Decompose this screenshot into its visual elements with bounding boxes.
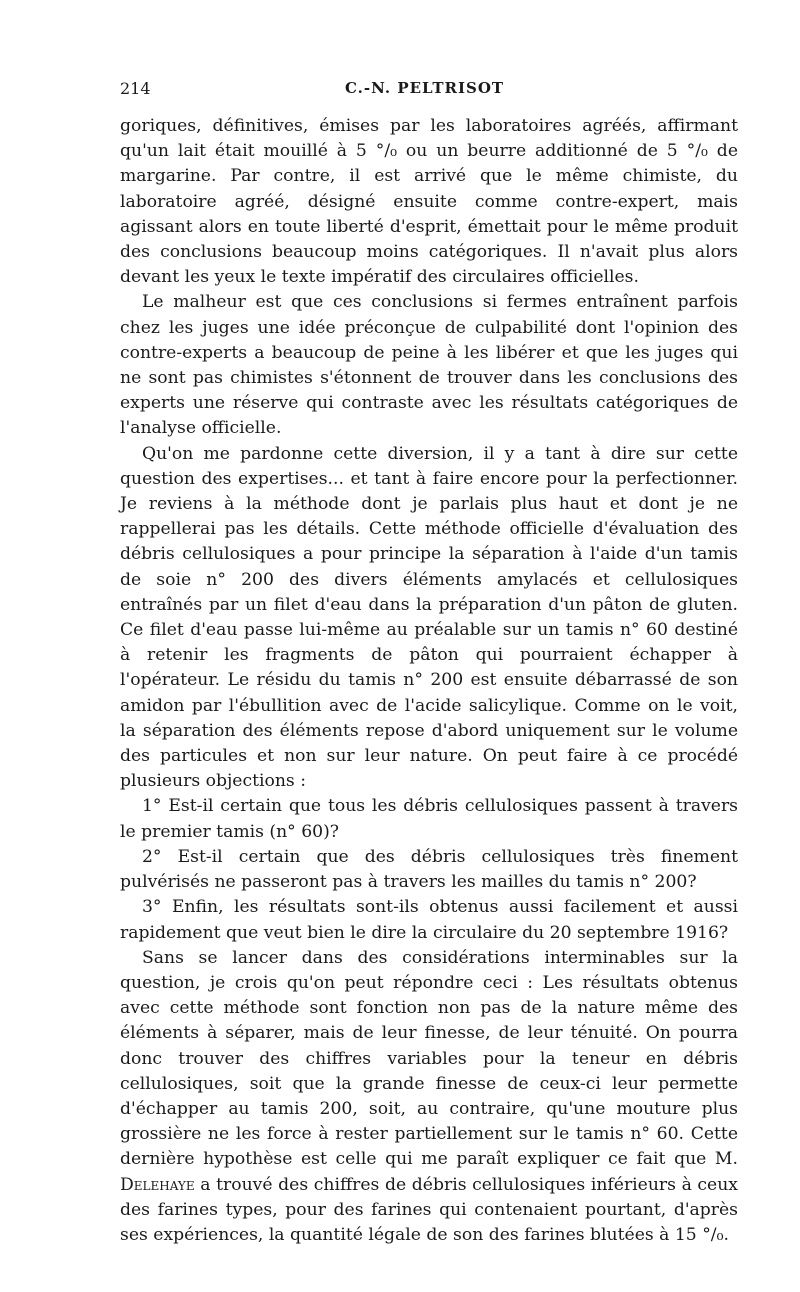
paragraph-1: goriques, définitives, émises par les laboratoires agréés, affirmant qu'un lait était mouillé à 5 °/₀ ou un beurre additionné de 5 °/₀ de margarine. Par contre, il est arrivé que le même chimiste, du laboratoire agréé, désigné ensuite comme contre-expert, mais agissant alors en toute liberté d'esprit, émettait pour le même produit des conclusions beaucoup moins catégoriques. Il n'avait plus alors devant les yeux le texte impératif des circulaires officielles. — [120, 116, 738, 288]
objection-3: 3° Enfin, les résultats sont-ils obtenus aussi facilement et aussi rapidement que veut bien le dire la circulaire du 20 septembre 1916? — [120, 897, 738, 943]
conclusion-text-start: Sans se lancer dans des considérations interminables sur la question, je crois qu'on peut répondre ceci : Les résultats obtenus avec cette méthode sont fonction non pas de la nature même des éléments à séparer, mais de leur finesse, de leur ténuité. On pourra donc trouver des chiffres variables pour la teneur en débris cellulosiques, soit que la grande finesse de ceux-ci leur permette d'échapper au tamis 200, soit, au contraire, qu'une mouture plus grossière ne les force à rester partiellement sur le tamis n° 60. Cette dernière hypothèse est celle qui me paraît expliquer ce fait que M. — [120, 947, 738, 1170]
page-number: 214 — [120, 79, 151, 98]
objection-1: 1° Est-il certain que tous les débris cellulosiques passent à travers le premier tamis (n° 60)? — [120, 796, 738, 842]
paragraph-2: Le malheur est que ces conclusions si fermes entraînent parfois chez les juges une idée préconçue de culpabilité dont l'opinion des contre-experts a beaucoup de peine à les libérer et que les juges qui ne sont pas chimistes s'étonnent de trouver dans les conclusions des experts une réserve qui contraste avec les résultats catégoriques de l'analyse officielle. — [120, 292, 738, 439]
author-name: Delehaye — [120, 1174, 195, 1195]
book-page — [120, 72, 738, 1248]
objection-2: 2° Est-il certain que des débris cellulosiques très finement pulvérisés ne passeront pas à travers les mailles du tamis n° 200? — [120, 846, 738, 893]
conclusion-text-end: a trouvé des chiffres de débris cellulosiques inférieurs à ceux des farines types, pour des farines qui contenaient pourtant, d'après ses expériences, la quantité légale de son des farines blutées à 15 °/₀. — [120, 1174, 738, 1245]
paragraph-3: Qu'on me pardonne cette diversion, il y a tant à dire sur cette question des expertises... et tant à faire encore pour la perfectionner. Je reviens à la méthode dont je parlais plus haut et dont je ne rappellerai pas les détails. Cette méthode officielle d'évaluation des débris cellulosiques a pour principe la séparation à l'aide d'un tamis de soie n° 200 des divers éléments amylacés et cellulosiques entraînés par un filet d'eau dans la préparation d'un pâton de gluten. Ce filet d'eau passe lui-même au préalable sur un tamis n° 60 destiné à retenir les fragments de pâton qui pourraient échapper à l'opérateur. Le résidu du tamis n° 200 est ensuite débarrassé de son amidon par l'ébullition avec de l'acide salicylique. Comme on le voit, la séparation des éléments repose d'abord uniquement sur le volume des particules et non sur leur nature. On peut faire à ce procédé plusieurs objections : — [120, 443, 738, 792]
paragraph-conclusion — [120, 946, 738, 1248]
running-head: C.-N. PELTRISOT — [345, 79, 505, 97]
page-header — [120, 72, 738, 100]
